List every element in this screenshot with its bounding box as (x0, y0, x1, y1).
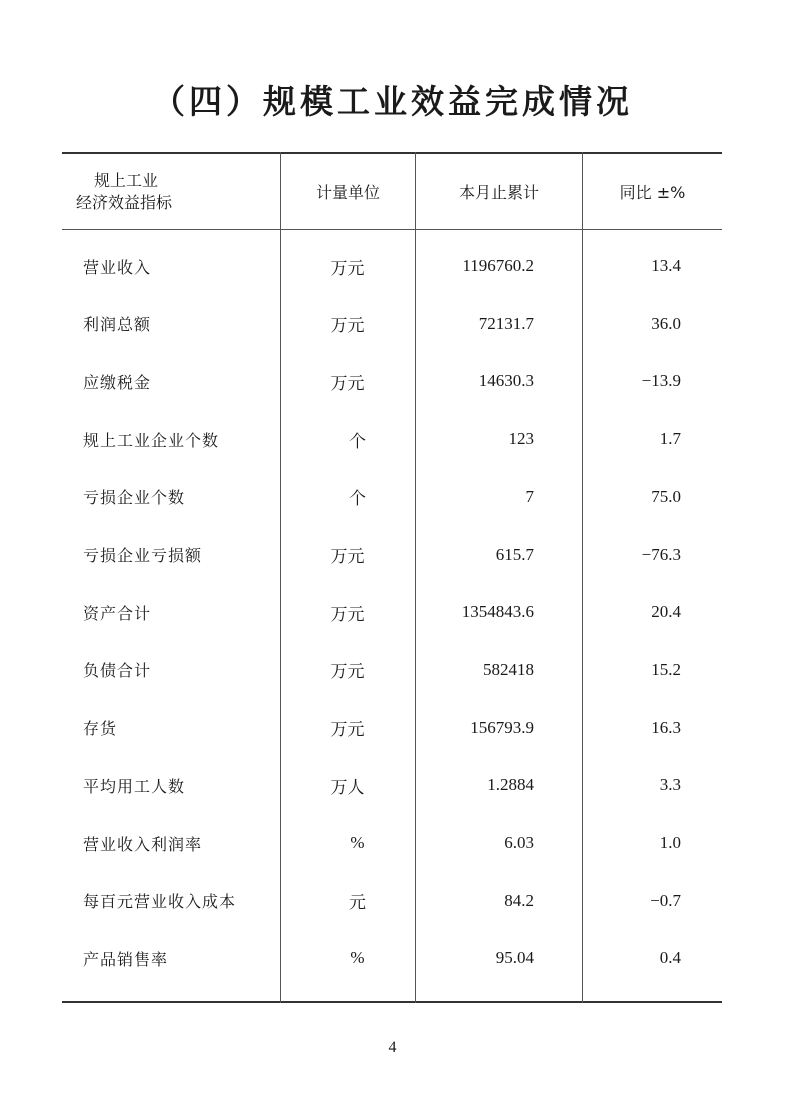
indicator-name: 营业收入利润率 (83, 834, 203, 854)
cumulative-value: 7 (525, 486, 534, 506)
table-row (62, 295, 722, 353)
unit-cell: 万元 (330, 720, 365, 740)
cumulative-value: 14630.3 (478, 371, 534, 391)
cumulative-value: 95.04 (495, 948, 534, 968)
table-row (62, 872, 722, 930)
indicator-name: 利润总额 (83, 315, 152, 335)
table-row (62, 814, 722, 872)
yoy-change: 75.0 (651, 486, 681, 506)
table-bottom-rule (62, 1001, 722, 1003)
indicator-name: 应缴税金 (83, 372, 152, 392)
unit-cell: % (350, 833, 365, 852)
table-row (62, 929, 722, 987)
indicator-name: 资产合计 (83, 603, 152, 623)
unit-cell: 万元 (330, 258, 365, 278)
unit-cell: 万元 (330, 547, 365, 566)
unit-cell: 万元 (330, 604, 365, 624)
header-divider (62, 229, 722, 230)
indicator-name: 每百元营业收入成本 (83, 892, 237, 912)
yoy-change: 1.0 (659, 833, 681, 852)
indicator-name: 平均用工人数 (83, 776, 186, 796)
header-unit: 计量单位 (315, 183, 380, 202)
cumulative-value: 6.03 (504, 833, 534, 852)
header-indicator (62, 154, 280, 229)
indicator-name: 存货 (83, 719, 118, 739)
cumulative-value: 582418 (483, 659, 534, 679)
table-row (62, 699, 722, 757)
yoy-change: 1.7 (659, 429, 681, 449)
table-row (62, 526, 722, 584)
yoy-change: 20.4 (651, 602, 681, 622)
cumulative-value: 123 (508, 429, 534, 449)
yoy-change: 3.3 (659, 775, 681, 795)
table-row (62, 641, 722, 699)
unit-cell: % (350, 948, 365, 968)
page-number: 4 (388, 1039, 397, 1056)
table-row (62, 756, 722, 814)
unit-cell: 万元 (330, 662, 365, 682)
cumulative-value: 72131.7 (478, 313, 534, 333)
table-row (62, 237, 722, 295)
indicator-name: 负债合计 (83, 661, 152, 681)
yoy-change: 15.2 (651, 659, 681, 679)
indicator-name: 规上工业企业个数 (83, 430, 220, 450)
unit-cell: 元 (349, 893, 366, 913)
cumulative-value: 1.2884 (487, 775, 534, 795)
unit-cell: 个 (349, 489, 366, 509)
yoy-change: −13.9 (641, 371, 681, 391)
indicator-name: 亏损企业个数 (83, 488, 186, 508)
cumulative-value: 84.2 (504, 890, 534, 910)
indicator-name: 产品销售率 (83, 949, 169, 969)
page-title: （四）规模工业效益完成情况 (152, 82, 633, 121)
header-indicator-line1: 规上工业 (94, 170, 159, 190)
table-row (62, 468, 722, 526)
indicator-name: 营业收入 (83, 257, 152, 277)
yoy-change: 36.0 (651, 313, 681, 333)
yoy-change: 16.3 (651, 717, 681, 737)
header-yoy: 同比 ±% (619, 183, 686, 202)
benefits-table (62, 152, 722, 1003)
unit-cell: 万元 (330, 373, 365, 393)
yoy-change: −0.7 (650, 890, 681, 910)
table-row (62, 410, 722, 468)
cumulative-value: 615.7 (495, 544, 534, 564)
cumulative-value: 1354843.6 (461, 602, 534, 622)
yoy-change: 13.4 (651, 256, 681, 275)
unit-cell: 万元 (330, 316, 365, 336)
header-cumulative: 本月止累计 (458, 183, 539, 202)
yoy-change: −76.3 (641, 544, 681, 564)
unit-cell: 万人 (330, 777, 365, 797)
unit-cell: 个 (349, 431, 366, 451)
header-indicator-line2: 经济效益指标 (76, 192, 173, 212)
table-row (62, 352, 722, 410)
indicator-name: 亏损企业亏损额 (83, 546, 203, 565)
cumulative-value: 156793.9 (470, 717, 534, 737)
table-row (62, 583, 722, 641)
yoy-change: 0.4 (659, 948, 681, 968)
cumulative-value: 1196760.2 (462, 256, 534, 275)
